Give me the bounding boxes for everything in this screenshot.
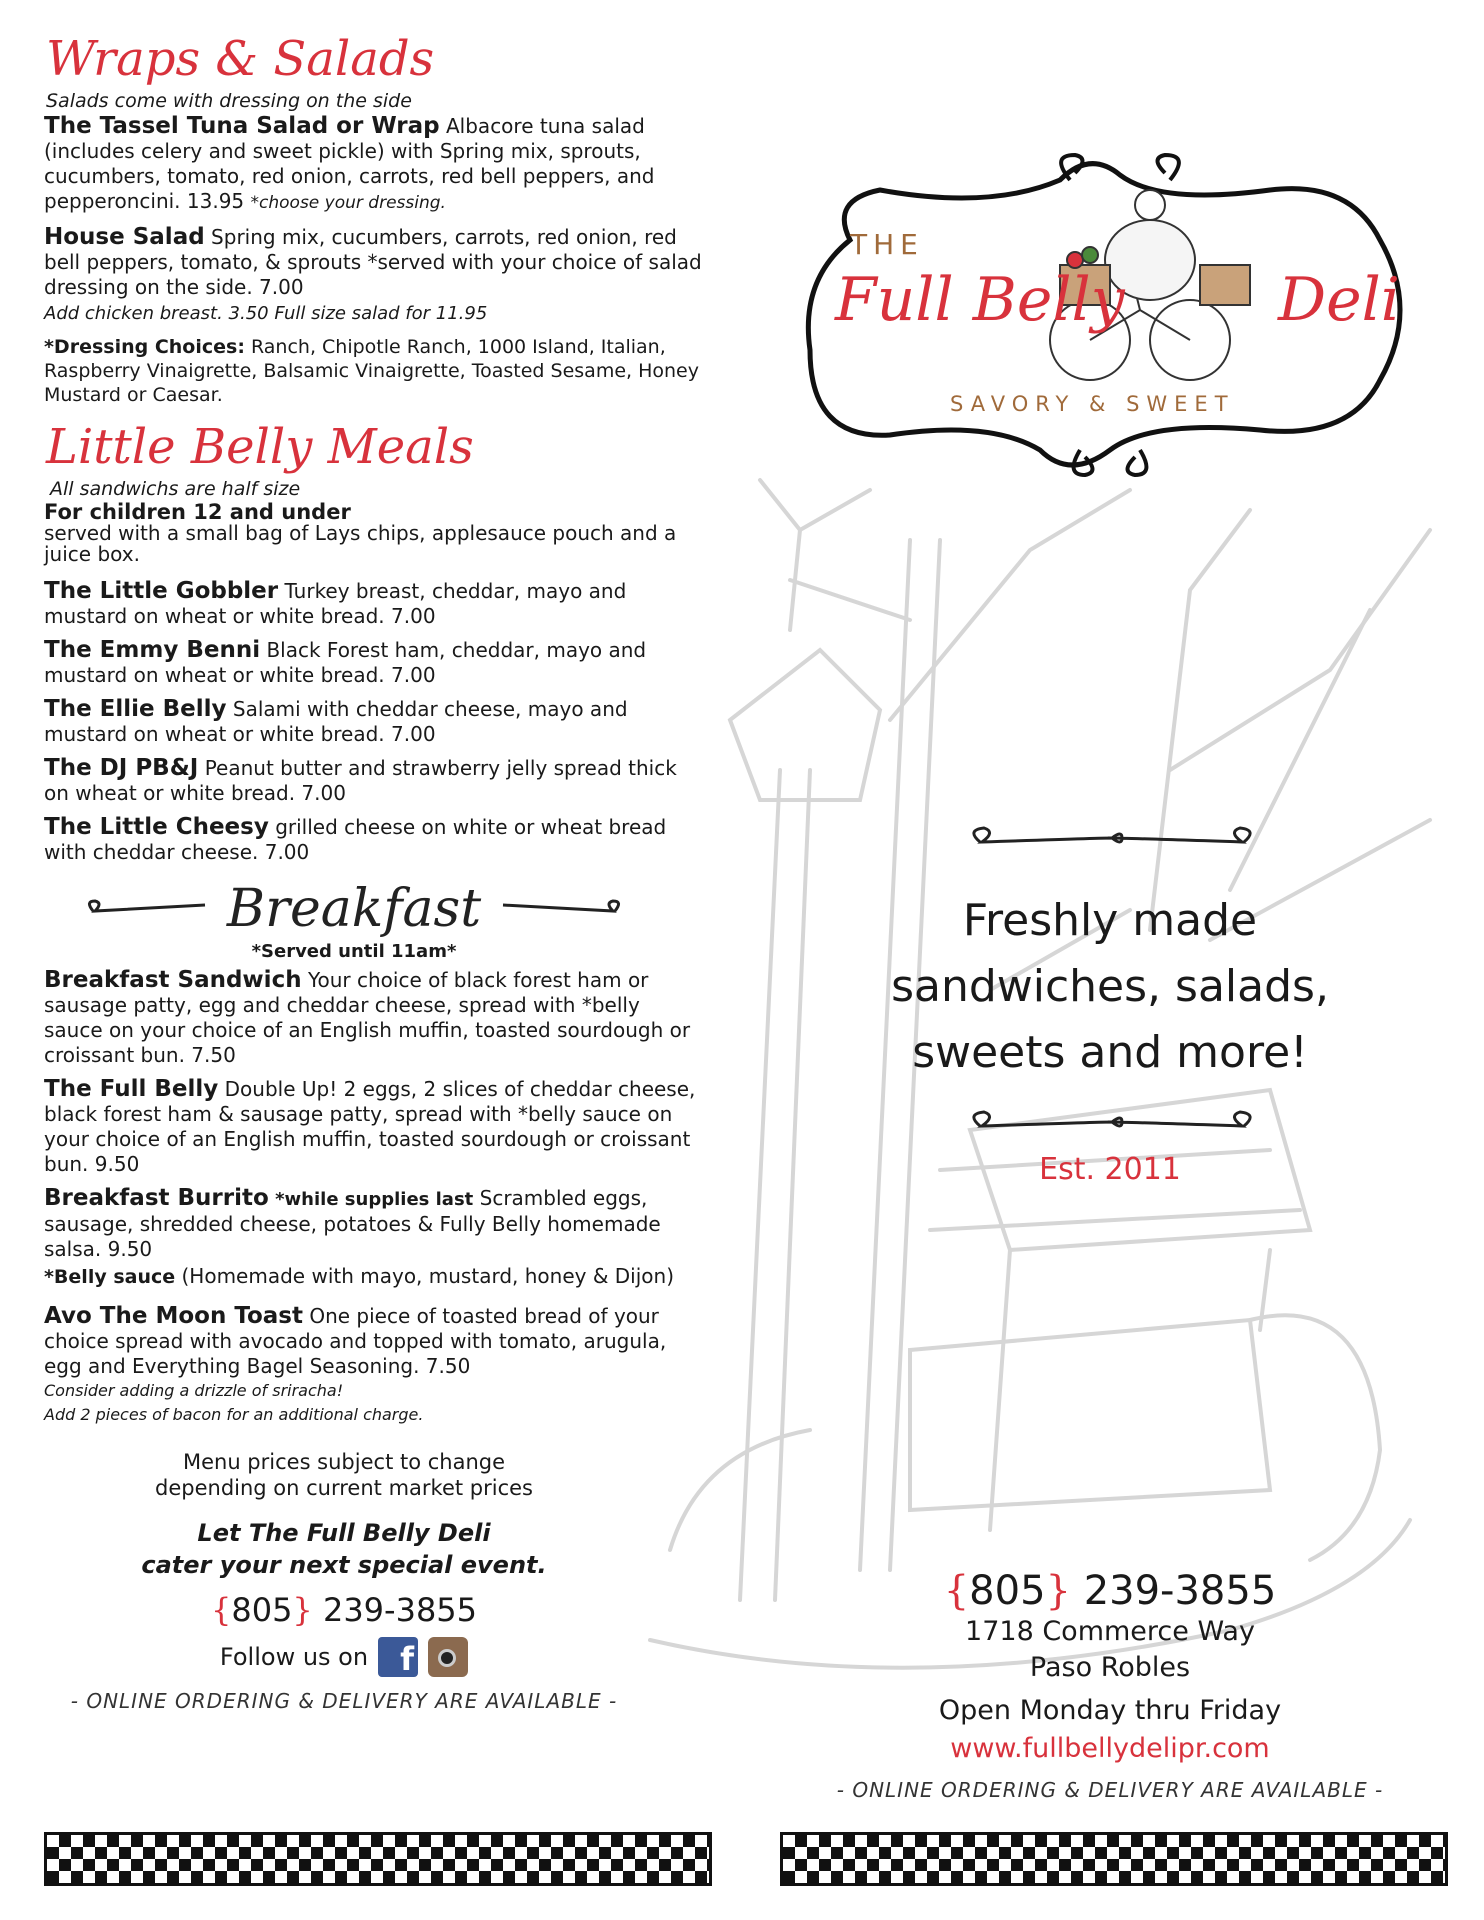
flourish-left-icon — [81, 897, 211, 921]
logo-the: THE — [850, 228, 924, 261]
item-desc: Double Up! 2 eggs, 2 slices of cheddar cheese, black forest ham & sausage patty, spread with *belly sauce on your choice of an English muffin, toasted sourdough or croissant bun. 9.50 — [44, 1077, 696, 1176]
wraps-subtitle: Salads come with dressing on the side — [46, 90, 412, 112]
item-desc: Salami with cheddar cheese, mayo and mustard on wheat or white bread. 7.00 — [44, 697, 628, 746]
online-ordering-left: - ONLINE ORDERING & DELIVERY ARE AVAILABLE - — [70, 1689, 618, 1713]
logo-tagline: SAVORY & SWEET — [950, 392, 1235, 416]
price-disclaimer — [44, 1449, 644, 1501]
item-name: The Emmy Benni — [44, 637, 261, 663]
left-phone — [44, 1591, 644, 1629]
breakfast-header — [44, 879, 664, 939]
logo-full-belly: Full Belly — [835, 265, 1125, 335]
item-name: The Ellie Belly — [44, 696, 227, 722]
avo-note: Add 2 pieces of bacon for an additional charge. — [44, 1405, 424, 1424]
kids-label: For children 12 and under — [44, 500, 351, 524]
item-desc: Turkey breast, cheddar, mayo and mustard on wheat or white bread. 7.00 — [44, 579, 627, 628]
breakfast-served: *Served until 11am* — [251, 941, 457, 962]
right-phone — [770, 1568, 1450, 1614]
hours: Open Monday thru Friday — [938, 1695, 1282, 1726]
catering-line: Let The Full Belly Deli — [197, 1519, 491, 1547]
item-name: House Salad — [44, 224, 205, 250]
dressing-list: Ranch, Chipotle Ranch, 1000 Island, Italian, Raspberry Vinaigrette, Balsamic Vinaigrette, Toasted Sesame, Honey Mustard or Caesar. — [44, 336, 699, 406]
avo-note: Consider adding a drizzle of sriracha! — [44, 1381, 344, 1400]
tagline-line: sandwiches, salads, — [891, 961, 1329, 1012]
price-line: Menu prices subject to change — [182, 1450, 506, 1474]
tagline-line: sweets and more! — [912, 1027, 1308, 1078]
menu-item — [44, 638, 704, 688]
social-row — [44, 1637, 644, 1677]
little-belly-subtitle: All sandwichs are half size — [50, 478, 301, 500]
logo-deli: Deli — [1278, 265, 1400, 335]
item-name: Breakfast Sandwich — [44, 967, 302, 993]
price-line: depending on current market prices — [155, 1476, 533, 1500]
sauce-desc: (Homemade with mayo, mustard, honey & Dijon) — [181, 1264, 674, 1288]
item-desc: Your choice of black forest ham or sausage patty, egg and cheddar cheese, spread with *belly sauce on your choice of an English muffin, toasted sourdough or croissant bun. 7.50 — [44, 968, 691, 1067]
checkered-border-left — [44, 1832, 712, 1886]
brace-close: } — [1045, 1568, 1071, 1614]
kids-info — [44, 502, 704, 565]
brace-open: { — [943, 1568, 970, 1614]
item-desc: One piece of toasted bread of your choice spread with avocado and topped with tomato, arugula, egg and Everything Bagel Seasoning. 7.50 — [44, 1304, 667, 1378]
little-belly-title: Little Belly Meals — [46, 419, 474, 475]
menu-item — [44, 697, 704, 747]
item-desc: Peanut butter and strawberry jelly spread thick on wheat or white bread. 7.00 — [44, 756, 677, 805]
website-link[interactable]: www.fullbellydelipr.com — [950, 1733, 1270, 1764]
tagline-line: Freshly made — [962, 895, 1258, 946]
item-name: The Tassel Tuna Salad or Wrap — [44, 113, 440, 139]
belly-sauce-note — [44, 1264, 704, 1290]
sauce-label: *Belly sauce — [44, 1266, 176, 1288]
menu-item-tassel — [44, 114, 704, 216]
phone-number: 239-3855 — [322, 1591, 478, 1629]
item-note: Add chicken breast. 3.50 Full size salad for 11.95 — [44, 303, 488, 324]
address-line: 1718 Commerce Way — [965, 1616, 1255, 1647]
menu-item-avo — [44, 1304, 704, 1379]
item-name: The Little Cheesy — [44, 814, 269, 840]
menu-item — [44, 756, 704, 806]
dressing-choices — [44, 335, 704, 407]
item-desc: Spring mix, cucumbers, carrots, red onion, red bell peppers, tomato, & sprouts *served with your choice of salad dressing on the side. 7.00 — [44, 225, 702, 299]
menu-item-house-salad — [44, 225, 704, 326]
menu-item — [44, 1186, 704, 1262]
area-code: 805 — [231, 1591, 293, 1629]
contact-block — [770, 1568, 1450, 1802]
instagram-icon[interactable] — [428, 1637, 468, 1677]
catering-callout — [44, 1517, 644, 1581]
item-desc: Black Forest ham, cheddar, mayo and mustard on wheat or white bread. 7.00 — [44, 638, 647, 687]
phone-number: 239-3855 — [1083, 1568, 1277, 1614]
brace-close: } — [292, 1591, 313, 1629]
item-note: *choose your dressing. — [250, 193, 446, 213]
tagline-block — [770, 820, 1450, 1187]
item-desc: Scrambled eggs, sausage, shredded cheese, potatoes & Fully Belly homemade salsa. 9.50 — [44, 1186, 661, 1261]
flourish-right-icon — [497, 897, 627, 921]
facebook-icon[interactable]: f — [378, 1637, 418, 1677]
logo — [790, 150, 1430, 480]
established: Est. 2011 — [1039, 1152, 1181, 1187]
item-name: The DJ PB&J — [44, 755, 199, 781]
wraps-title: Wraps & Salads — [46, 31, 435, 87]
dressing-label: *Dressing Choices: — [44, 336, 245, 358]
item-name: Avo The Moon Toast — [44, 1303, 303, 1329]
address-line: Paso Robles — [1029, 1652, 1191, 1683]
flourish-bottom-icon — [960, 1104, 1260, 1144]
item-desc: grilled cheese on white or wheat bread with cheddar cheese. 7.00 — [44, 815, 667, 864]
item-flag: *while supplies last — [275, 1189, 474, 1210]
item-name: The Little Gobbler — [44, 578, 279, 604]
follow-label: Follow us on — [219, 1643, 369, 1671]
kids-desc: served with a small bag of Lays chips, applesauce pouch and a juice box. — [44, 521, 677, 566]
item-name: Breakfast Burrito — [44, 1185, 269, 1211]
menu-item — [44, 968, 704, 1068]
flourish-top-icon — [960, 820, 1260, 860]
menu-item — [44, 815, 704, 865]
menu-item — [44, 1077, 704, 1177]
online-ordering-right: - ONLINE ORDERING & DELIVERY ARE AVAILABLE - — [836, 1778, 1384, 1802]
brace-open: { — [210, 1591, 232, 1629]
menu-item — [44, 579, 704, 629]
checkered-border-right — [780, 1832, 1448, 1886]
area-code: 805 — [969, 1568, 1046, 1614]
item-name: The Full Belly — [44, 1076, 219, 1102]
catering-line: cater your next special event. — [141, 1551, 547, 1579]
item-desc: Albacore tuna salad (includes celery and sweet pickle) with Spring mix, sprouts, cucumbers, tomato, red onion, carrots, red bell peppers, and pepperoncini. 13.95 — [44, 114, 655, 213]
breakfast-title: Breakfast — [226, 879, 482, 939]
